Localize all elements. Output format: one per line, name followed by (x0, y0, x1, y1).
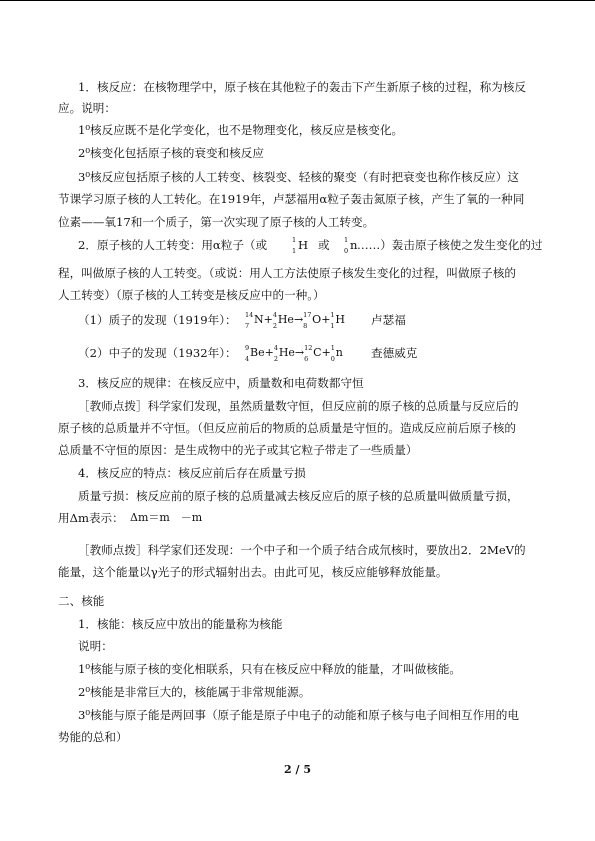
atomic-number: 0 (344, 247, 349, 255)
paragraph-line: 说明： (78, 639, 113, 653)
atomic-number: 2 (272, 322, 277, 330)
text-fragment: （1）质子的发现（1919年）： (78, 313, 237, 327)
atomic-number: 1 (292, 247, 297, 255)
element-symbol: n (350, 238, 358, 252)
scientist-name: 卢瑟福 (371, 313, 406, 327)
mass-number: 1 (330, 311, 335, 319)
element-symbol: n (335, 346, 343, 359)
paragraph-line: 人工转变）（原子核的人工转变是核反应中的一种。） (58, 288, 325, 302)
mass-number: 12 (304, 344, 313, 352)
paragraph-line: 总质量不守恒的原因：是生成物中的光子或其它粒子带走了一些质量） (58, 443, 418, 457)
paragraph-line: 位素——氧17和一个质子，第一次实现了原子核的人工转变。 (58, 215, 375, 229)
nuclide (303, 311, 322, 330)
text-fragment: 用Δm表示： (58, 511, 124, 525)
plus-sign: + (321, 313, 331, 326)
nuclear-equation (245, 344, 343, 363)
mass-number: 4 (272, 311, 277, 319)
paragraph-line: 应。说明： (58, 101, 116, 115)
text-fragment: 2．原子核的人工转变：用α粒子（或 (78, 238, 268, 252)
paragraph-line: 1⁰核能与原子核的变化相联系，只有在核反应中释放的能量，才叫做核能。 (78, 662, 462, 676)
arrow-sign: → (294, 346, 305, 359)
plus-sign: + (321, 346, 331, 359)
mass-number: 1 (330, 344, 335, 352)
nuclide-neutron (344, 236, 358, 255)
paragraph-line: ［教师点拨］科学家们发现，虽然质量数守恒，但反应前的原子核的总质量与反应后的 (78, 399, 519, 413)
paragraph-line: 1．核能：核反应中放出的能量称为核能 (78, 617, 283, 631)
top-border-line (0, 0, 595, 1)
text-fragment: （2）中子的发现（1932年）： (78, 346, 237, 360)
paragraph-line: 2⁰核能是非常巨大的，核能属于非常规能源。 (78, 685, 311, 699)
paragraph-line: 能量，这个能量以γ光子的形式辐射出去。由此可见，核反应能够释放能量。 (58, 565, 448, 579)
paragraph-line: 4．核反应的特点：核反应前后存在质量亏损 (78, 466, 306, 480)
page-number: 2 / 5 (284, 763, 311, 776)
paragraph-line: 2⁰核变化包括原子核的衰变和核反应 (78, 146, 264, 160)
mass-number: 14 (245, 311, 254, 319)
mass-number: 4 (273, 344, 278, 352)
nuclear-equation (245, 311, 346, 330)
element-symbol: H (298, 238, 309, 252)
mass-number: 1 (344, 236, 349, 244)
paragraph-line: 1．核反应：在核物理学中，原子核在其他粒子的轰击下产生新原子核的过程，称为核反 (78, 80, 526, 94)
paragraph-line: 3⁰核能与原子能是两回事（原子能是原子中电子的动能和原子核与电子间相互作用的电 (78, 708, 519, 722)
paragraph-line: 节课学习原子核的人工转化。在1919年，卢瑟福用α粒子轰击氮原子核，产生了氧的一种同 (58, 192, 525, 206)
mass-defect-formula: Δm＝m －m (130, 511, 203, 524)
mass-number: 1 (292, 236, 297, 244)
paragraph-line: 1⁰核反应既不是化学变化，也不是物理变化，核反应是核变化。 (78, 123, 404, 137)
atomic-number: 1 (330, 322, 335, 330)
atomic-number: 4 (245, 355, 250, 363)
scientist-name: 查德威克 (371, 346, 418, 360)
paragraph-line: 程，叫做原子核的人工转变。（或说：用人工方法使原子核发生变化的过程，叫做原子核的 (58, 266, 516, 280)
atomic-number: 2 (273, 355, 278, 363)
plus-sign: + (263, 313, 273, 326)
paragraph-line: 势能的总和） (58, 730, 128, 744)
text-fragment: 或 (318, 238, 330, 252)
paragraph-line: 质量亏损：核反应前的原子核的总质量减去核反应后的原子核的总质量叫做质量亏损， (78, 489, 519, 503)
element-symbol: O (312, 313, 322, 326)
element-symbol: C (313, 346, 322, 359)
element-symbol: Be (250, 346, 265, 359)
nuclide (272, 311, 294, 330)
arrow-sign: → (293, 313, 304, 326)
nuclide (330, 344, 343, 363)
atomic-number: 7 (245, 322, 250, 330)
mass-number: 9 (245, 344, 250, 352)
paragraph-line: ［教师点拨］科学家们还发现：一个中子和一个质子结合成氘核时，要放出2．2MeV的 (78, 543, 526, 557)
paragraph-line: 3⁰核反应包括原子核的人工转变、核裂变、轻核的聚变（有时把衰变也称作核反应）这 (78, 170, 519, 184)
paragraph-line: 3．核反应的规律：在核反应中，质量数和电荷数都守恒 (78, 376, 364, 390)
element-symbol: N (254, 313, 264, 326)
element-symbol: H (335, 313, 346, 326)
section-heading: 二、核能 (58, 594, 105, 608)
nuclide (245, 311, 264, 330)
paragraph-line: 原子核的总质量并不守恒。（但反应前后的物质的总质量是守恒的。造成反应前后原子核的 (58, 421, 516, 435)
plus-sign: + (264, 346, 274, 359)
nuclide (330, 311, 346, 330)
nuclide (304, 344, 322, 363)
nuclide (245, 344, 265, 363)
nuclide-proton (292, 236, 309, 255)
atomic-number: 0 (330, 355, 335, 363)
mass-number: 17 (303, 311, 312, 319)
atomic-number: 6 (304, 355, 309, 363)
atomic-number: 8 (303, 322, 308, 330)
element-symbol: He (277, 313, 294, 326)
element-symbol: He (278, 346, 295, 359)
text-fragment: ……）轰击原子核使之发生变化的过 (357, 238, 543, 252)
nuclide (273, 344, 295, 363)
